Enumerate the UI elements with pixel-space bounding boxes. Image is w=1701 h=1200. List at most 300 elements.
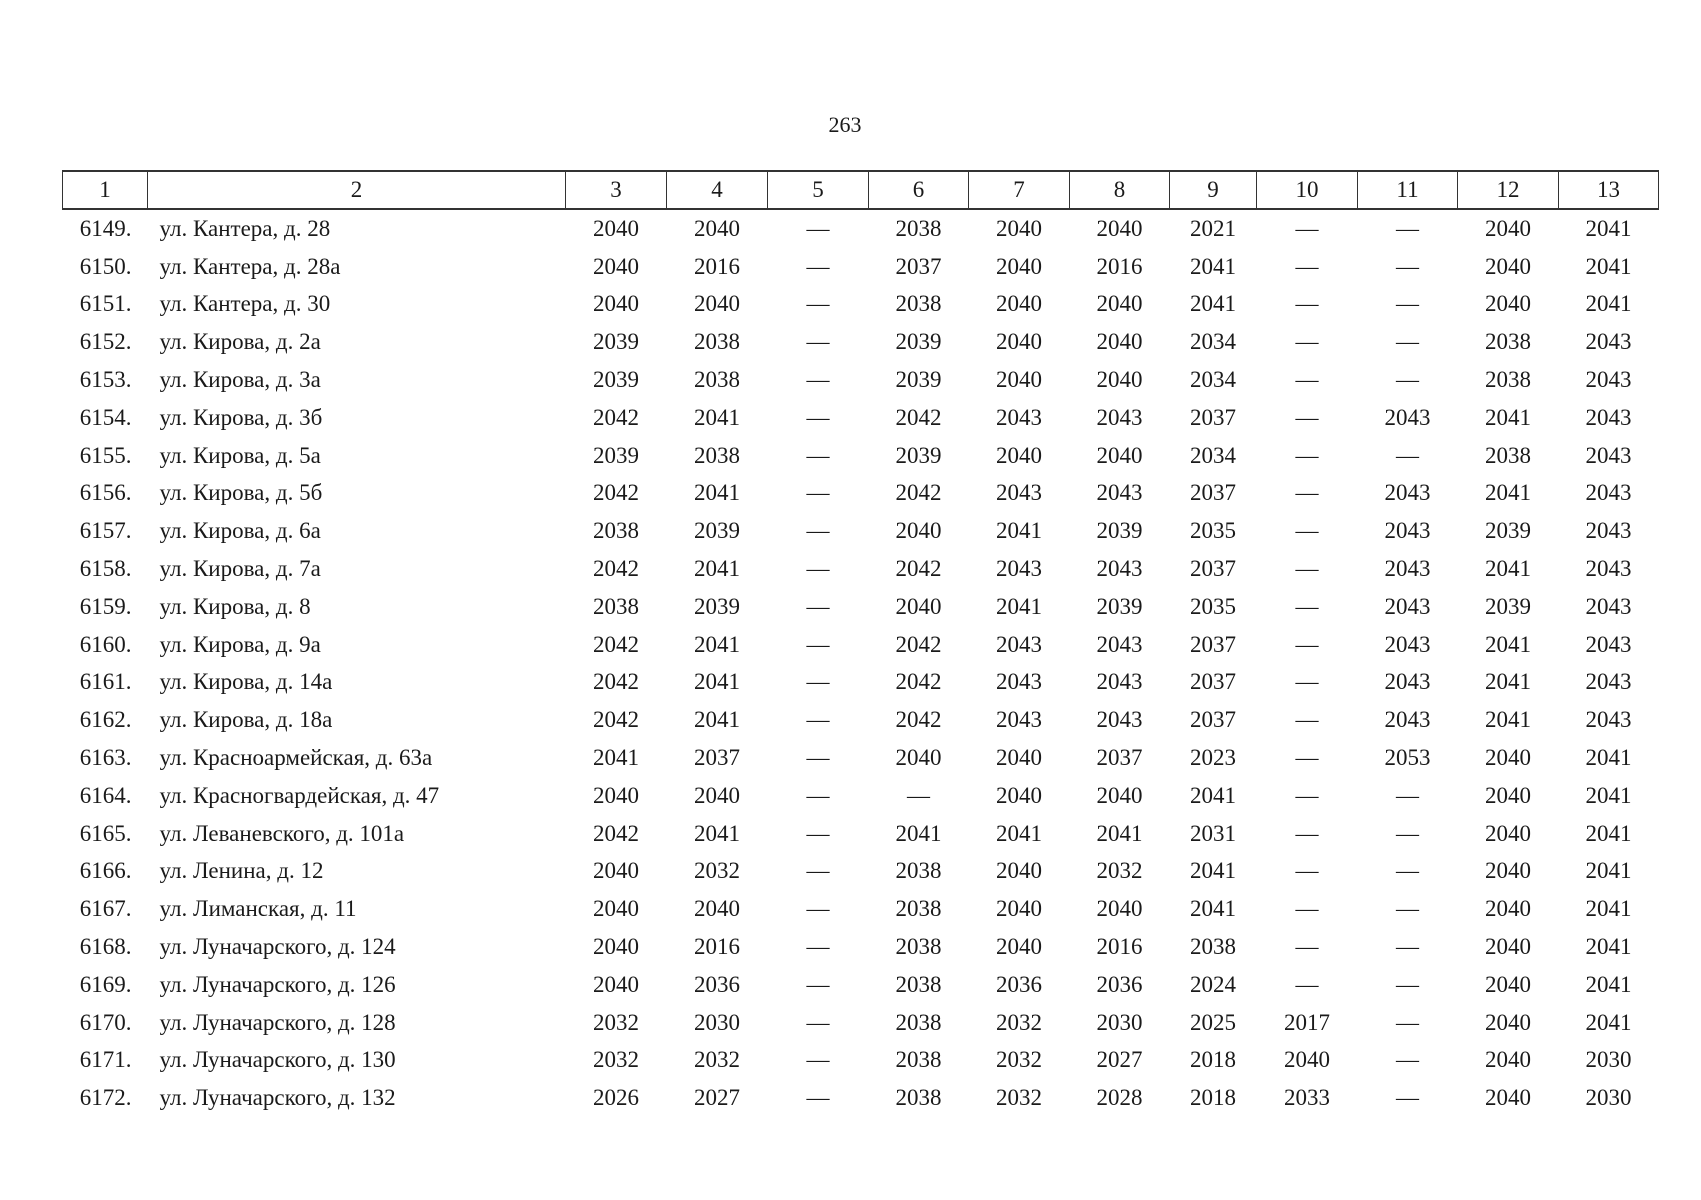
year-cell: 2035	[1190, 593, 1236, 619]
year-cell: 2040	[593, 971, 639, 997]
year-cell: —	[806, 480, 830, 506]
year-cell: 2040	[1485, 971, 1531, 997]
year-cell: 2038	[895, 1009, 942, 1035]
year-cell: 2038	[895, 215, 942, 241]
year-cell: 2041	[593, 745, 639, 771]
year-cell: 2041	[1585, 934, 1632, 960]
table-row	[63, 966, 1659, 1004]
year-cell: 2039	[1096, 593, 1143, 619]
year-cell: 2034	[1190, 442, 1236, 468]
year-cell: 2041	[1485, 556, 1531, 582]
year-cell: 2040	[895, 518, 942, 544]
year-cell: —	[806, 1047, 830, 1073]
row-number: 6163.	[79, 745, 132, 771]
row-number: 6151.	[79, 291, 132, 317]
year-cell: 2041	[1585, 820, 1632, 846]
year-cell: 2039	[1485, 593, 1531, 619]
year-cell: 2042	[593, 404, 639, 430]
year-cell: 2043	[1384, 669, 1431, 695]
year-cell: 2041	[1485, 404, 1531, 430]
year-cell: —	[1396, 1085, 1419, 1111]
row-number: 6167.	[79, 896, 132, 922]
year-cell: 2041	[1190, 858, 1236, 884]
table-row	[63, 1004, 1659, 1042]
year-cell: 2040	[694, 782, 740, 808]
year-cell: 2043	[1384, 556, 1431, 582]
year-cell: 2040	[1096, 215, 1143, 241]
row-number: 6171.	[79, 1047, 132, 1073]
year-cell: —	[806, 404, 830, 430]
year-cell: 2032	[996, 1085, 1042, 1111]
year-cell: 2040	[1485, 934, 1531, 960]
year-cell: 2037	[1096, 745, 1143, 771]
year-cell: 2038	[895, 1085, 942, 1111]
year-cell: —	[1396, 934, 1419, 960]
year-cell: —	[1396, 1009, 1419, 1035]
row-number: 6158.	[79, 556, 132, 582]
row-number: 6169.	[79, 971, 132, 997]
year-cell: 2017	[1284, 1009, 1330, 1035]
year-cell: 2034	[1190, 367, 1236, 393]
year-cell: —	[1396, 253, 1419, 279]
year-cell: —	[1295, 329, 1319, 355]
year-cell: 2021	[1190, 215, 1236, 241]
year-cell: 2040	[1096, 291, 1143, 317]
year-cell: 2040	[593, 934, 639, 960]
row-number: 6165.	[79, 820, 132, 846]
column-header-1: 1	[63, 171, 148, 209]
header-row	[63, 171, 1659, 209]
table-row	[63, 1079, 1659, 1117]
year-cell: —	[1295, 215, 1319, 241]
year-cell: —	[1295, 820, 1319, 846]
year-cell: 2042	[593, 631, 639, 657]
year-cell: 2040	[1485, 820, 1531, 846]
year-cell: 2016	[694, 934, 740, 960]
year-cell: 2030	[1585, 1047, 1632, 1073]
year-cell: 2038	[895, 896, 942, 922]
year-cell: 2031	[1190, 820, 1236, 846]
address-cell: ул. Кирова, д. 7а	[159, 556, 321, 582]
year-cell: —	[806, 707, 830, 733]
year-cell: —	[1295, 556, 1319, 582]
year-cell: 2040	[996, 782, 1042, 808]
year-cell: —	[1295, 971, 1319, 997]
year-cell: 2040	[694, 291, 740, 317]
year-cell: 2037	[1190, 631, 1236, 657]
row-number: 6156.	[79, 480, 132, 506]
year-cell: 2043	[1585, 593, 1632, 619]
year-cell: —	[1396, 215, 1419, 241]
year-cell: 2043	[1585, 707, 1632, 733]
year-cell: 2042	[593, 820, 639, 846]
year-cell: 2041	[694, 556, 740, 582]
table-header	[63, 171, 1659, 209]
column-header-6: 6	[869, 171, 969, 209]
year-cell: —	[806, 593, 830, 619]
year-cell: 2041	[694, 707, 740, 733]
year-cell: 2040	[1096, 329, 1143, 355]
row-number: 6161.	[79, 669, 132, 695]
year-cell: 2040	[996, 253, 1042, 279]
year-cell: 2040	[996, 329, 1042, 355]
year-cell: 2040	[996, 215, 1042, 241]
year-cell: 2040	[593, 253, 639, 279]
year-cell: 2032	[996, 1047, 1042, 1073]
table-body	[63, 209, 1659, 1117]
year-cell: —	[1295, 631, 1319, 657]
year-cell: 2039	[1096, 518, 1143, 544]
year-cell: 2032	[694, 1047, 740, 1073]
row-number: 6159.	[79, 593, 132, 619]
year-cell: —	[806, 367, 830, 393]
year-cell: 2042	[593, 556, 639, 582]
year-cell: 2043	[996, 669, 1042, 695]
column-header-2: 2	[148, 171, 566, 209]
row-number: 6157.	[79, 518, 132, 544]
address-cell: ул. Кирова, д. 18а	[159, 707, 333, 733]
year-cell: 2041	[1585, 896, 1632, 922]
year-cell: 2043	[1384, 631, 1431, 657]
year-cell: 2043	[1096, 480, 1143, 506]
year-cell: 2040	[895, 593, 942, 619]
year-cell: 2037	[895, 253, 942, 279]
year-cell: —	[806, 745, 830, 771]
year-cell: 2039	[694, 518, 740, 544]
row-number: 6153.	[79, 367, 132, 393]
table-row	[63, 701, 1659, 739]
year-cell: 2042	[895, 556, 942, 582]
year-cell: 2036	[996, 971, 1042, 997]
year-cell: 2041	[895, 820, 942, 846]
year-cell: 2032	[694, 858, 740, 884]
column-header-3: 3	[566, 171, 667, 209]
year-cell: 2040	[694, 215, 740, 241]
year-cell: 2035	[1190, 518, 1236, 544]
year-cell: 2041	[1190, 253, 1236, 279]
table-row	[63, 928, 1659, 966]
column-header-10: 10	[1257, 171, 1358, 209]
year-cell: —	[1396, 442, 1419, 468]
address-cell: ул. Кантера, д. 28	[159, 215, 331, 241]
year-cell: 2037	[1190, 669, 1236, 695]
year-cell: 2041	[694, 404, 740, 430]
year-cell: 2033	[1284, 1085, 1330, 1111]
year-cell: 2038	[1485, 367, 1531, 393]
year-cell: 2043	[1585, 442, 1632, 468]
year-cell: —	[1295, 745, 1319, 771]
year-cell: 2041	[1485, 480, 1531, 506]
year-cell: 2042	[895, 707, 942, 733]
year-cell: 2041	[996, 820, 1042, 846]
year-cell: 2043	[1096, 707, 1143, 733]
year-cell: 2043	[1384, 518, 1431, 544]
year-cell: 2023	[1190, 745, 1236, 771]
year-cell: 2038	[593, 518, 639, 544]
year-cell: —	[1396, 1047, 1419, 1073]
column-header-9: 9	[1170, 171, 1257, 209]
year-cell: 2038	[593, 593, 639, 619]
year-cell: 2040	[1096, 782, 1143, 808]
year-cell: —	[1396, 896, 1419, 922]
year-cell: 2038	[1485, 329, 1531, 355]
year-cell: —	[806, 1085, 830, 1111]
year-cell: 2040	[996, 745, 1042, 771]
column-header-12: 12	[1458, 171, 1559, 209]
table-row	[63, 361, 1659, 399]
year-cell: 2040	[593, 896, 639, 922]
year-cell: 2041	[1190, 896, 1236, 922]
address-cell: ул. Кирова, д. 8	[159, 593, 311, 619]
address-cell: ул. Ленина, д. 12	[159, 858, 324, 884]
row-number: 6168.	[79, 934, 132, 960]
year-cell: —	[806, 291, 830, 317]
year-cell: —	[806, 669, 830, 695]
table-row	[63, 815, 1659, 853]
year-cell: 2041	[1485, 707, 1531, 733]
address-cell: ул. Кирова, д. 2а	[159, 329, 321, 355]
year-cell: —	[806, 518, 830, 544]
year-cell: 2040	[593, 215, 639, 241]
address-cell: ул. Кирова, д. 9а	[159, 631, 321, 657]
year-cell: —	[806, 971, 830, 997]
year-cell: 2037	[1190, 556, 1236, 582]
year-cell: 2043	[1585, 518, 1632, 544]
year-cell: 2040	[1485, 253, 1531, 279]
address-cell: ул. Луначарского, д. 132	[159, 1085, 396, 1111]
year-cell: 2038	[895, 858, 942, 884]
year-cell: 2040	[1096, 896, 1143, 922]
year-cell: 2041	[1096, 820, 1143, 846]
year-cell: —	[1295, 669, 1319, 695]
address-cell: ул. Кирова, д. 3а	[159, 367, 321, 393]
year-cell: 2038	[694, 329, 740, 355]
year-cell: 2043	[1585, 631, 1632, 657]
year-cell: —	[806, 858, 830, 884]
year-cell: 2043	[1096, 631, 1143, 657]
year-cell: 2042	[895, 669, 942, 695]
year-cell: 2038	[1485, 442, 1531, 468]
address-cell: ул. Лиманская, д. 11	[159, 896, 357, 922]
year-cell: 2040	[1096, 367, 1143, 393]
year-cell: 2024	[1190, 971, 1236, 997]
address-cell: ул. Кирова, д. 6а	[159, 518, 321, 544]
year-cell: 2041	[1585, 253, 1632, 279]
year-cell: 2041	[694, 669, 740, 695]
address-cell: ул. Леваневского, д. 101а	[159, 820, 405, 846]
column-header-7: 7	[969, 171, 1070, 209]
year-cell: 2037	[694, 745, 740, 771]
year-cell: 2043	[1384, 593, 1431, 619]
year-cell: 2043	[1384, 707, 1431, 733]
year-cell: 2018	[1190, 1085, 1236, 1111]
table-row	[63, 209, 1659, 248]
year-cell: —	[1295, 707, 1319, 733]
row-number: 6150.	[79, 253, 132, 279]
year-cell: —	[806, 820, 830, 846]
year-cell: 2025	[1190, 1009, 1236, 1035]
year-cell: —	[1295, 782, 1319, 808]
year-cell: 2041	[1585, 1009, 1632, 1035]
year-cell: 2040	[593, 782, 639, 808]
year-cell: 2041	[1485, 669, 1531, 695]
year-cell: 2042	[593, 707, 639, 733]
year-cell: —	[1396, 367, 1419, 393]
year-cell: 2037	[1190, 480, 1236, 506]
year-cell: 2041	[1585, 745, 1632, 771]
year-cell: 2040	[593, 858, 639, 884]
year-cell: 2041	[1585, 971, 1632, 997]
row-number: 6154.	[79, 404, 132, 430]
row-number: 6172.	[79, 1085, 132, 1111]
year-cell: —	[806, 329, 830, 355]
year-cell: 2041	[694, 820, 740, 846]
year-cell: 2016	[1096, 934, 1143, 960]
year-cell: 2043	[1585, 404, 1632, 430]
table-row	[63, 248, 1659, 286]
year-cell: 2032	[593, 1047, 639, 1073]
year-cell: —	[806, 442, 830, 468]
address-cell: ул. Луначарского, д. 128	[159, 1009, 396, 1035]
year-cell: —	[1295, 442, 1319, 468]
year-cell: —	[806, 253, 830, 279]
year-cell: 2016	[1096, 253, 1143, 279]
year-cell: 2043	[1585, 480, 1632, 506]
year-cell: 2027	[1096, 1047, 1143, 1073]
year-cell: 2040	[1485, 782, 1531, 808]
year-cell: 2030	[1096, 1009, 1143, 1035]
year-cell: 2038	[895, 291, 942, 317]
year-cell: 2038	[895, 934, 942, 960]
year-cell: 2039	[694, 593, 740, 619]
year-cell: 2043	[996, 404, 1042, 430]
year-cell: —	[806, 1009, 830, 1035]
year-cell: 2041	[1190, 291, 1236, 317]
year-cell: 2043	[1384, 404, 1431, 430]
year-cell: 2032	[1096, 858, 1143, 884]
year-cell: 2041	[1585, 782, 1632, 808]
year-cell: 2032	[593, 1009, 639, 1035]
row-number: 6149.	[79, 215, 132, 241]
column-header-13: 13	[1559, 171, 1659, 209]
year-cell: 2018	[1190, 1047, 1236, 1073]
address-cell: ул. Красногвардейская, д. 47	[159, 782, 440, 808]
year-cell: —	[1295, 367, 1319, 393]
year-cell: 2042	[593, 480, 639, 506]
table-row	[63, 437, 1659, 475]
year-cell: —	[1295, 896, 1319, 922]
year-cell: 2034	[1190, 329, 1236, 355]
year-cell: —	[1295, 253, 1319, 279]
row-number: 6160.	[79, 631, 132, 657]
year-cell: 2043	[1585, 329, 1632, 355]
year-cell: 2040	[694, 896, 740, 922]
address-cell: ул. Луначарского, д. 130	[159, 1047, 396, 1073]
year-cell: —	[806, 934, 830, 960]
year-cell: 2043	[996, 480, 1042, 506]
year-cell: 2040	[996, 442, 1042, 468]
year-cell: 2042	[895, 631, 942, 657]
year-cell: 2042	[895, 480, 942, 506]
year-cell: 2040	[996, 858, 1042, 884]
table-row	[63, 286, 1659, 324]
year-cell: 2039	[593, 442, 639, 468]
table-row	[63, 739, 1659, 777]
year-cell: —	[806, 782, 830, 808]
year-cell: 2043	[1585, 669, 1632, 695]
table-row	[63, 475, 1659, 513]
year-cell: 2043	[1096, 556, 1143, 582]
year-cell: —	[1396, 291, 1419, 317]
year-cell: 2043	[1585, 556, 1632, 582]
table-row	[63, 512, 1659, 550]
year-cell: 2040	[996, 896, 1042, 922]
year-cell: 2040	[1485, 745, 1531, 771]
column-header-8: 8	[1070, 171, 1170, 209]
year-cell: 2038	[694, 442, 740, 468]
table-row	[63, 550, 1659, 588]
year-cell: 2042	[895, 404, 942, 430]
address-cell: ул. Кирова, д. 14а	[159, 669, 333, 695]
table-row	[63, 777, 1659, 815]
address-cell: ул. Красноармейская, д. 63а	[159, 745, 433, 771]
year-cell: 2043	[1096, 669, 1143, 695]
year-cell: —	[1396, 971, 1419, 997]
year-cell: 2041	[1585, 858, 1632, 884]
page-number: 263	[828, 112, 862, 137]
year-cell: 2039	[1485, 518, 1531, 544]
year-cell: 2040	[1284, 1047, 1330, 1073]
year-cell: 2041	[996, 518, 1042, 544]
year-cell: —	[1295, 593, 1319, 619]
address-cell: ул. Кантера, д. 28а	[159, 253, 341, 279]
year-cell: 2040	[1485, 291, 1531, 317]
address-cell: ул. Кирова, д. 3б	[159, 404, 323, 430]
year-cell: 2040	[1485, 858, 1531, 884]
data-table	[62, 170, 1659, 1117]
year-cell: 2043	[1096, 404, 1143, 430]
year-cell: —	[806, 631, 830, 657]
year-cell: 2039	[593, 367, 639, 393]
year-cell: —	[907, 782, 930, 808]
year-cell: 2040	[996, 934, 1042, 960]
year-cell: 2039	[895, 367, 942, 393]
year-cell: —	[1295, 291, 1319, 317]
year-cell: —	[1295, 934, 1319, 960]
year-cell: 2041	[996, 593, 1042, 619]
year-cell: 2039	[895, 329, 942, 355]
year-cell: —	[806, 215, 830, 241]
year-cell: —	[1396, 782, 1419, 808]
year-cell: 2038	[895, 971, 942, 997]
year-cell: 2028	[1096, 1085, 1143, 1111]
year-cell: 2043	[996, 631, 1042, 657]
row-number: 6166.	[79, 858, 132, 884]
year-cell: 2041	[1585, 291, 1632, 317]
year-cell: 2036	[1096, 971, 1143, 997]
year-cell: 2041	[1585, 215, 1632, 241]
year-cell: 2037	[1190, 404, 1236, 430]
year-cell: 2053	[1384, 745, 1431, 771]
table-row	[63, 890, 1659, 928]
address-cell: ул. Луначарского, д. 124	[159, 934, 396, 960]
year-cell: 2039	[895, 442, 942, 468]
year-cell: 2038	[895, 1047, 942, 1073]
year-cell: —	[806, 556, 830, 582]
year-cell: —	[806, 896, 830, 922]
year-cell: —	[1295, 858, 1319, 884]
year-cell: 2040	[1485, 896, 1531, 922]
